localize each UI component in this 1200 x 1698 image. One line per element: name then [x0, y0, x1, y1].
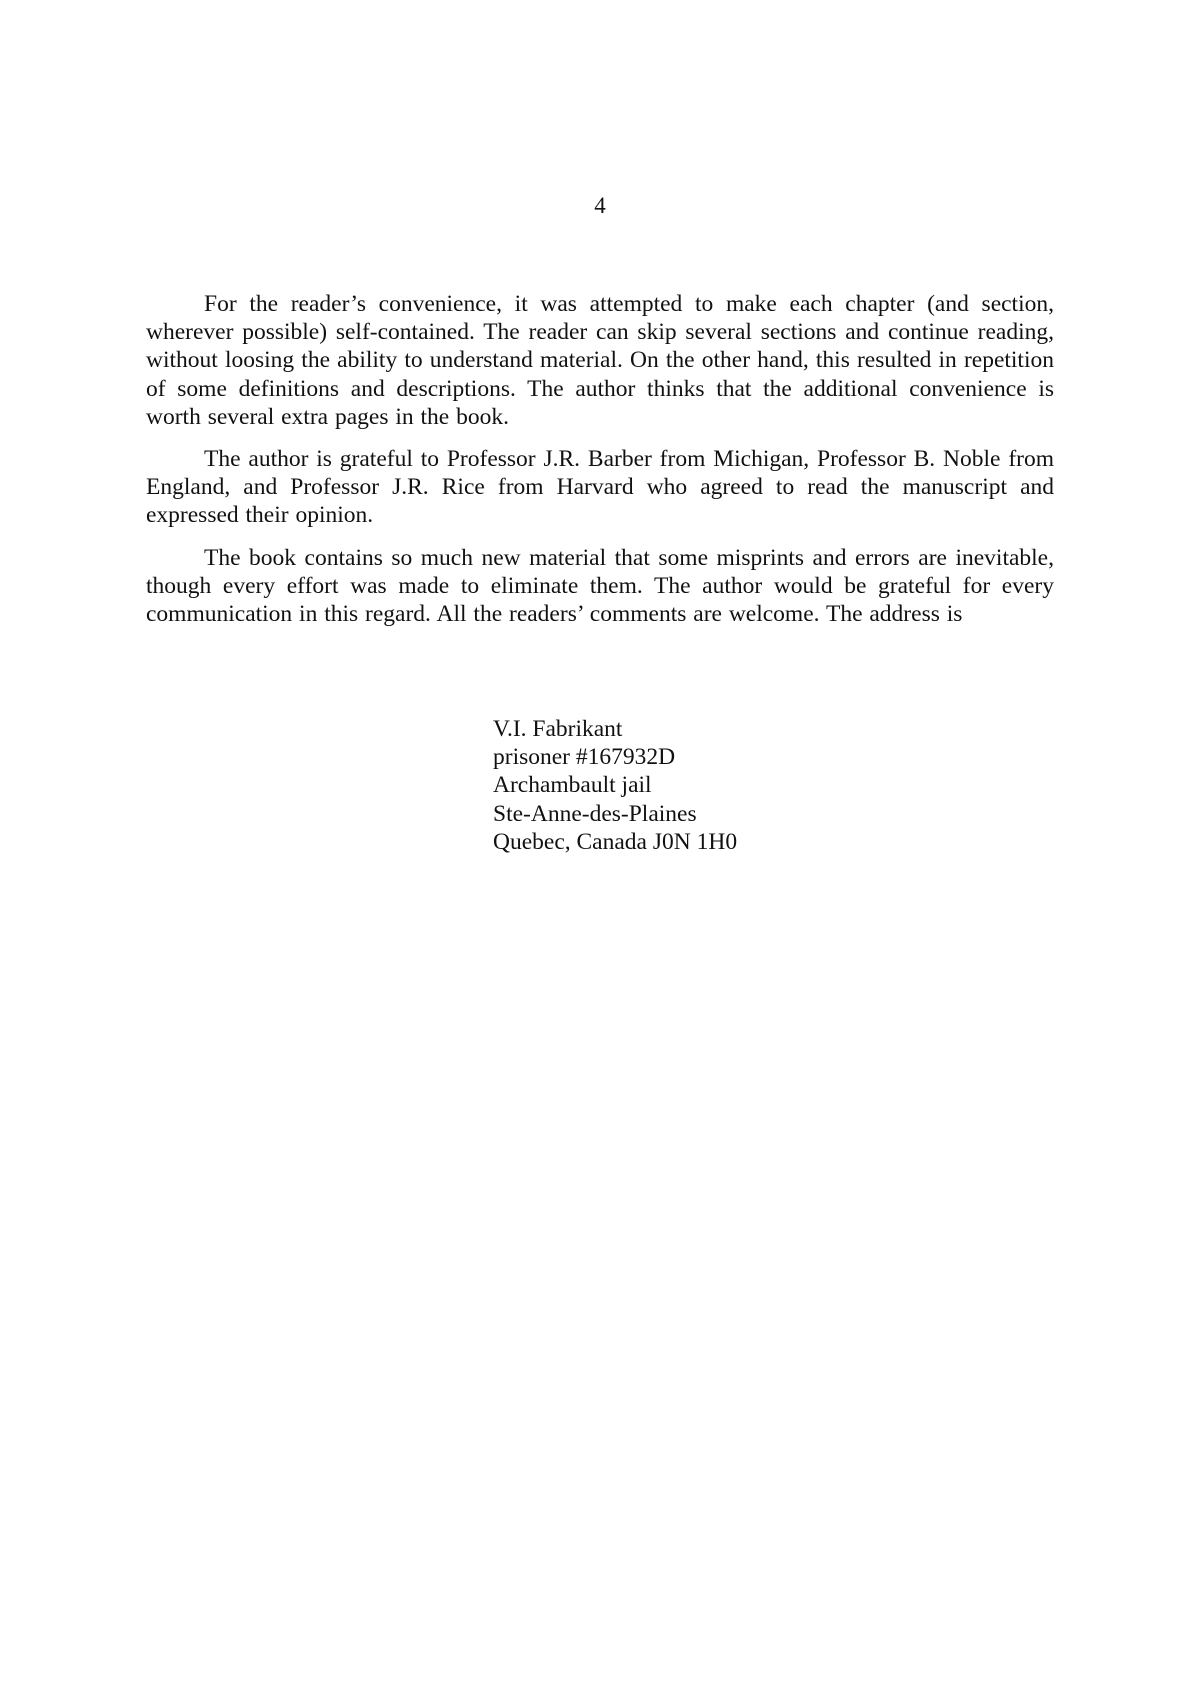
paragraph-errata: The book contains so much new material that some misprints and errors are inevitable, though every effort was made to eliminate them. The author would be grateful for every communication in this regard. All the readers’ comments are welcome. The address is	[146, 544, 1054, 628]
address-prisoner-number: prisoner #167932D	[493, 744, 676, 771]
address-institution: Archambault jail	[493, 772, 652, 799]
body-text	[146, 290, 1054, 642]
page-number: 4	[594, 193, 606, 218]
address-province-postal: Quebec, Canada J0N 1H0	[493, 828, 738, 855]
paragraph-acknowledgements: The author is grateful to Professor J.R. Barber from Michigan, Professor B. Noble from England, and Professor J.R. Rice from Harvard who agreed to read the manuscript and expressed their opinion.	[146, 446, 1054, 529]
address-name: V.I. Fabrikant	[493, 716, 623, 742]
author-address	[493, 715, 893, 856]
address-town: Ste-Anne-des-Plaines	[493, 800, 697, 827]
paragraph-convenience: For the reader’s convenience, it was attempted to make each chapter (and section, wherever possible) self-contained. The reader can skip several sections and continue reading, without loosing the ability to understand material. On the other hand, this resulted in repetition of some definitions and descriptions. The author thinks that the additional convenience is worth several extra pages in the book.	[146, 291, 1054, 430]
